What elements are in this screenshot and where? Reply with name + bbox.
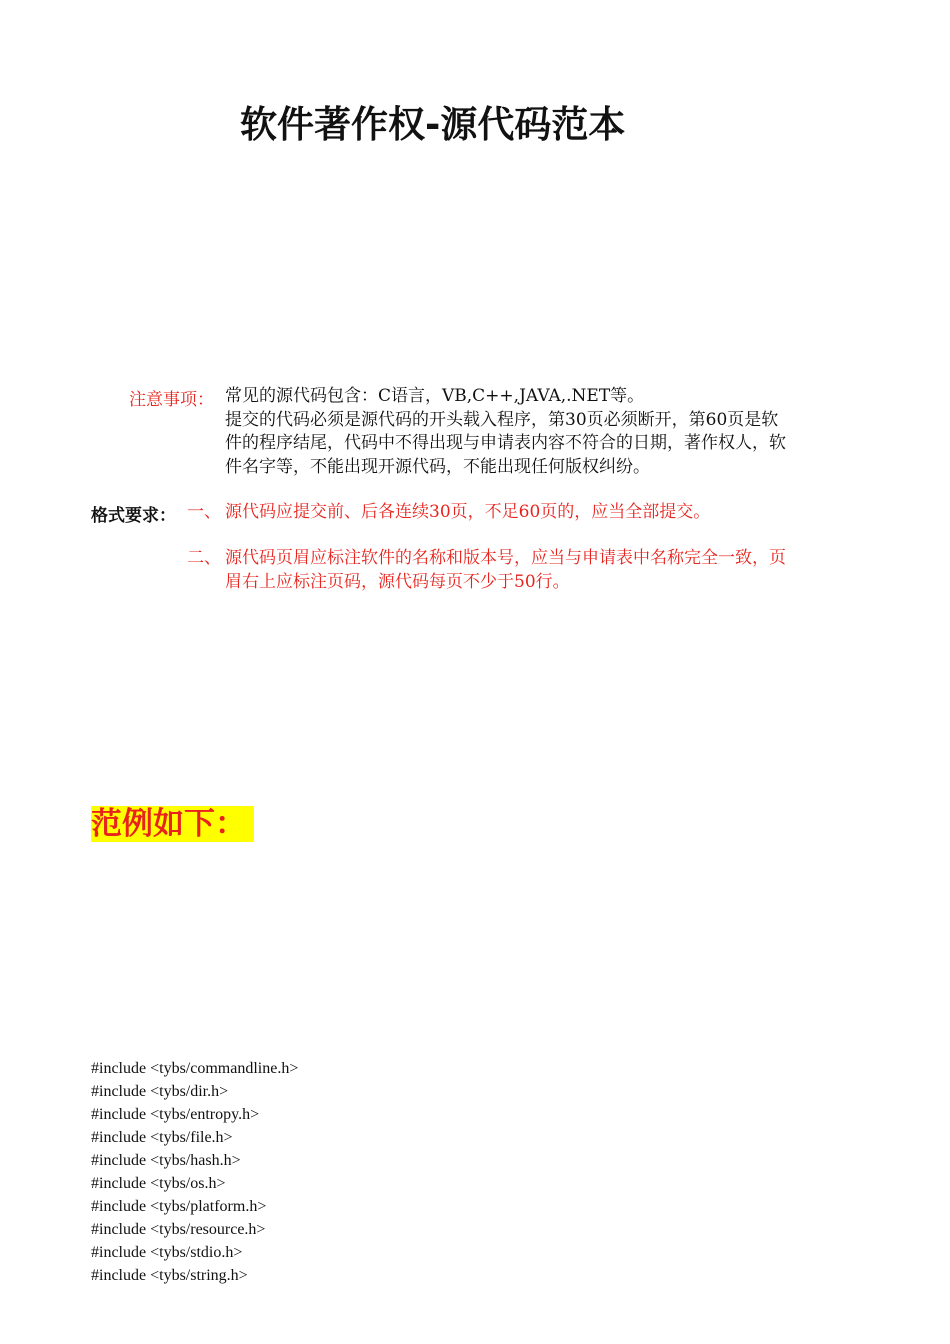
format-item-number: 一、 <box>187 502 221 522</box>
format-item-number: 二、 <box>187 548 221 568</box>
code-line: #include <tybs/platform.h> <box>91 1198 267 1215</box>
code-line: #include <tybs/commandline.h> <box>91 1060 299 1077</box>
notice-line: 常见的源代码包含：C语言，VB,C++,JAVA,.NET等。 <box>225 386 645 406</box>
code-block <box>91 1057 298 1287</box>
format-item-line: 源代码应提交前、后各连续30页，不足60页的，应当全部提交。 <box>225 502 711 522</box>
notice-body <box>225 385 865 479</box>
code-line: #include <tybs/os.h> <box>91 1175 226 1192</box>
code-line: #include <tybs/dir.h> <box>91 1083 229 1100</box>
notice-line: 提交的代码必须是源代码的开头载入程序，第30页必须断开，第60页是软 <box>225 409 779 430</box>
notice-label: 注意事项： <box>129 390 214 410</box>
example-heading: 范例如下： <box>91 806 254 842</box>
code-line: #include <tybs/stdio.h> <box>91 1244 243 1261</box>
notice-line: 件的程序结尾，代码中不得出现与申请表内容不符合的日期，著作权人，软 <box>225 433 786 453</box>
notice-line: 件名字等，不能出现开源代码，不能出现任何版权纠纷。 <box>225 456 650 477</box>
format-item-text <box>225 501 710 525</box>
code-line: #include <tybs/file.h> <box>91 1129 233 1146</box>
format-item-text <box>225 547 786 594</box>
format-item-line: 源代码页眉应标注软件的名称和版本号，应当与申请表中名称完全一致，页 <box>225 548 786 568</box>
format-label: 格式要求： <box>91 506 176 526</box>
code-line: #include <tybs/resource.h> <box>91 1221 266 1238</box>
format-item-line: 眉右上应标注页码，源代码每页不少于50行。 <box>225 571 570 592</box>
code-line: #include <tybs/hash.h> <box>91 1152 241 1169</box>
code-line: #include <tybs/entropy.h> <box>91 1106 260 1123</box>
code-line: #include <tybs/string.h> <box>91 1267 248 1284</box>
document-title: 软件著作权-源代码范本 <box>240 103 626 146</box>
